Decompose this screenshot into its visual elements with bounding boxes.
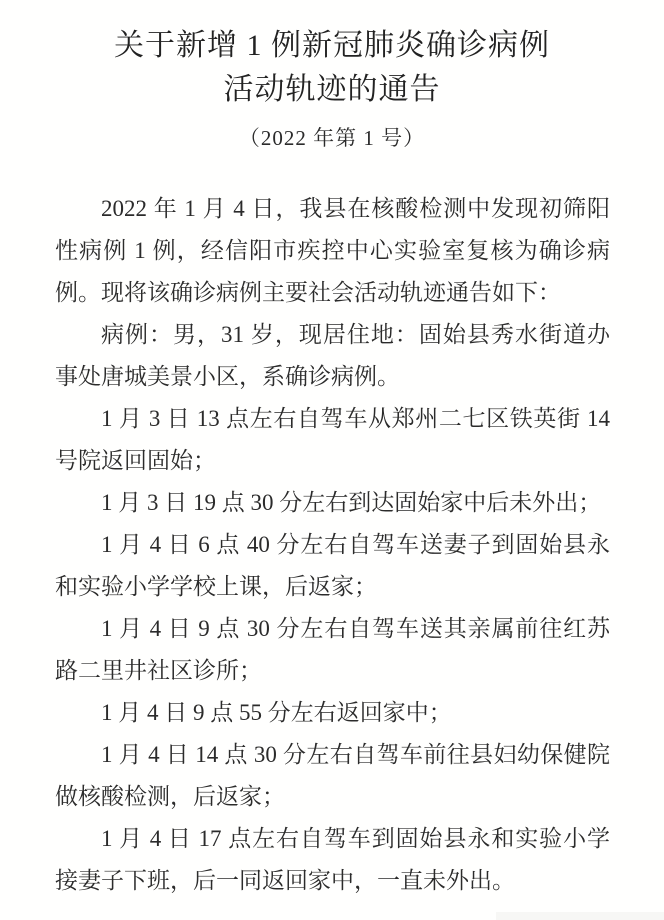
document-body bbox=[55, 188, 610, 902]
scan-artifact-strip bbox=[496, 912, 664, 920]
document-number: （2022 年第 1 号） bbox=[238, 126, 426, 150]
doc-paragraph-trajectory-1: 1 月 3 日 13 点左右自驾车从郑州二七区铁英街 14 号院返回固始； bbox=[55, 406, 610, 473]
doc-paragraph-trajectory-3: 1 月 4 日 6 点 40 分左右自驾车送妻子到固始县永和实验小学学校上课，后返家； bbox=[55, 532, 610, 599]
doc-paragraph-case-info: 病例：男，31 岁，现居住地：固始县秀水街道办事处唐城美景小区，系确诊病例。 bbox=[55, 322, 610, 389]
document-title-line-2: 活动轨迹的通告 bbox=[223, 73, 441, 106]
doc-paragraph-trajectory-5: 1 月 4 日 9 点 55 分左右返回家中； bbox=[101, 700, 452, 725]
doc-paragraph-trajectory-2: 1 月 3 日 19 点 30 分左右到达固始家中后未外出； bbox=[101, 490, 602, 515]
doc-paragraph-trajectory-6: 1 月 4 日 14 点 30 分左右自驾车前往县妇幼保健院做核酸检测，后返家； bbox=[55, 742, 610, 809]
doc-paragraph-trajectory-7: 1 月 4 日 17 点左右自驾车到固始县永和实验小学接妻子下班，后一同返回家中，一直未外出。 bbox=[55, 826, 610, 893]
document-title-line-1: 关于新增 1 例新冠肺炎确诊病例 bbox=[114, 29, 550, 62]
document-title bbox=[0, 0, 664, 112]
doc-paragraph-trajectory-4: 1 月 4 日 9 点 30 分左右自驾车送其亲属前往红苏路二里井社区诊所； bbox=[55, 616, 610, 683]
doc-paragraph-intro: 2022 年 1 月 4 日，我县在核酸检测中发现初筛阳性病例 1 例，经信阳市疾控中心实验室复核为确诊病例。现将该确诊病例主要社会活动轨迹通告如下： bbox=[55, 196, 610, 305]
